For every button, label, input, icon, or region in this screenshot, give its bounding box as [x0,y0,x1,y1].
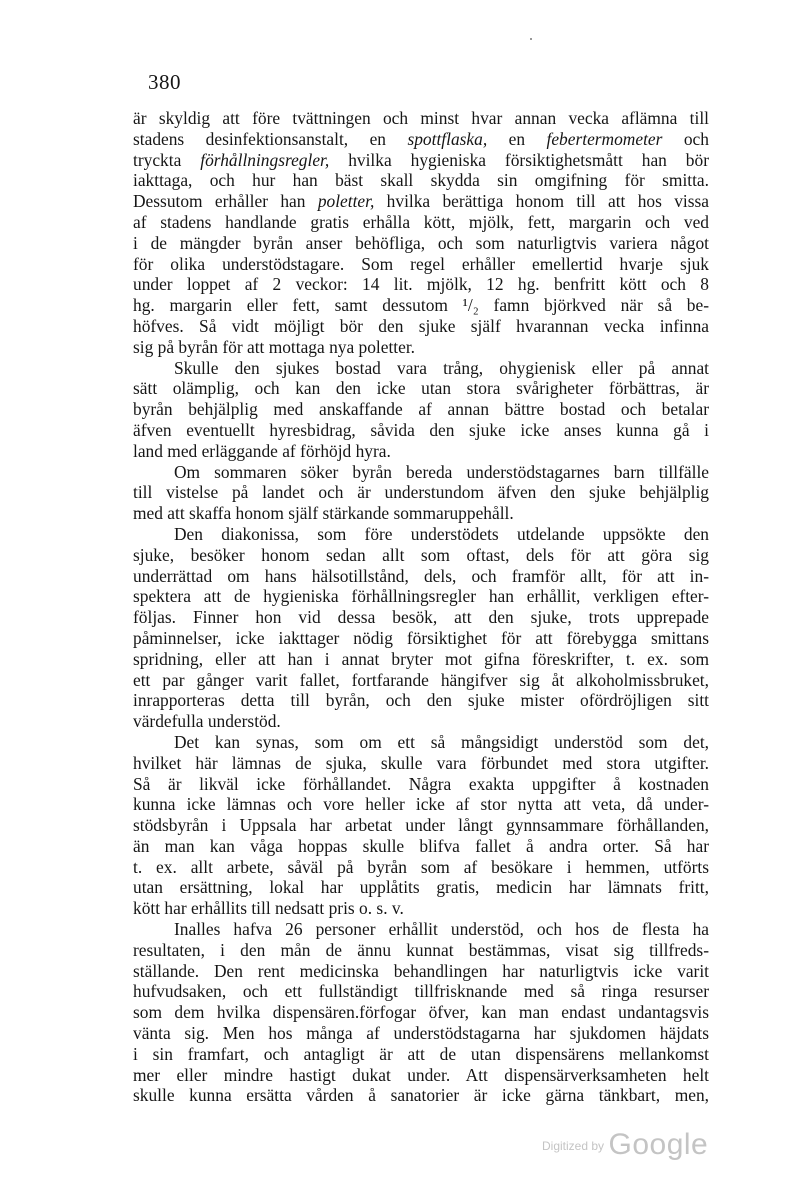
text-run: värdefulla understöd. [133,711,281,732]
text-line [133,919,709,940]
text-line [133,545,709,566]
text-run: spridning, eller att han i annat bryter mot gifna föreskrifter, t. ex. som [133,648,709,669]
text-run: i de mängder byrån anser behöfliga, och som naturligtvis variera något [133,232,709,253]
text-line [133,898,709,919]
text-run: hvilka berättiga honom till att hos vissa [374,191,709,212]
text-line [133,836,709,857]
text-line [133,877,709,898]
text-run: sätt olämplig, och kan den icke utan stora svårigheter förbättras, är [133,378,709,399]
text-line [133,399,709,420]
text-line [133,607,709,628]
text-run: vänta sig. Men hos många af understödstagarna har sjukdomen häjdats [133,1023,709,1044]
text-run: med att skaffa honom själf stärkande sommaruppehåll. [133,503,514,524]
text-run: Inalles hafva 26 personer erhållit understöd, och hos de flesta ha [174,919,709,940]
text-line [133,961,709,982]
text-run: land med erläggande af förhöjd hyra. [133,440,391,461]
text-line [133,462,709,483]
text-run: är skyldig att före tvättningen och minst hvar annan vecka aflämna till [133,108,709,128]
text-line [133,774,709,795]
body-text [133,108,709,1106]
text-run: Den diakonissa, som före understödets utdelande uppsökte den [174,523,709,544]
text-run: under loppet af 2 veckor: 14 lit. mjölk, 12 hg. benfritt kött och 8 [133,274,709,295]
text-line [133,1044,709,1065]
text-line [133,212,709,233]
text-line [133,649,709,670]
text-run: underrättad om hans hälsotillstånd, dels, och framför allt, för att in- [133,565,709,586]
text-run: ett par gånger varit fallet, fortfarande hängifver sig åt alkoholmissbruket, [133,669,709,690]
text-run: ställande. Den rent medicinska behandlingen har naturligtvis icke varit [133,960,709,981]
text-line [133,566,709,587]
text-run: Skulle den sjukes bostad vara trång, ohygienisk eller på annat [174,357,709,378]
text-run: mer eller mindre hastigt dukat under. Att dispensärverksamheten helt [133,1064,709,1085]
text-run: iakttaga, och hur han bäst skall skydda sin omgifning för smitta. [133,170,709,191]
text-run: stadens desinfektionsanstalt, en [133,128,408,149]
text-line [133,981,709,1002]
text-line [133,482,709,503]
text-line [133,420,709,441]
text-run: spektera att de hygieniska förhållningsregler han erhållit, verkligen efter- [133,586,709,607]
text-run: inrapporteras detta till byrån, och den sjuke mister ofördröjligen sitt [133,690,709,711]
text-line [133,1065,709,1086]
text-run: utan ersättning, lokal har upplåtits gratis, medicin har lämnats fritt, [133,877,709,898]
text-line [133,1002,709,1023]
text-run: skulle kunna ersätta vården å sanatorier är icke gärna tänkbart, men, [133,1085,709,1106]
text-run: byrån behjälplig med anskaffande af annan bättre bostad och betalar [133,399,709,420]
digitized-by-watermark [542,1128,708,1162]
text-run: hvilka hygieniska försiktighetsmått han bör [329,149,709,170]
watermark-prefix: Digitized by [542,1139,605,1153]
text-line [133,129,709,150]
text-run: till vistelse på landet och är understundom äfven den sjuke behjälplig [133,482,709,503]
text-run: t. ex. allt arbete, såväl på byrån som af besökare i hemmen, utförts [133,856,709,877]
scan-speck [530,38,532,40]
text-line [133,586,709,607]
text-run: sig på byrån för att mottaga nya poletter. [133,336,416,357]
text-run: en [487,128,547,149]
text-line [133,254,709,275]
text-line [133,940,709,961]
google-logo: Google [608,1128,709,1161]
text-run: påminnelser, icke iakttager nödig försiktighet för att förebygga smittans [133,627,709,648]
text-run: i sin framfart, och antagligt är att de utan dispensärens mellankomst [133,1043,709,1064]
text-line [133,690,709,711]
text-run: Dessutom erhåller han [133,191,318,212]
text-line [133,233,709,254]
text-line [133,857,709,878]
text-line [133,441,709,462]
text-line [133,108,709,129]
text-run: hvilket här lämnas de sjuka, skulle vara förbundet med stora utgifter. [133,752,709,773]
text-run: för olika understödstagare. Som regel erhåller emellertid hvarje sjuk [133,253,709,274]
text-line [133,337,709,358]
text-run: hg. margarin eller fett, samt dessutom ¹/₂ famn björkved när så be- [133,295,709,316]
text-line [133,295,709,316]
text-line [133,316,709,337]
text-run: höfves. Så vidt möjligt bör den sjuke själf hvarannan vecka infinna [133,315,709,336]
text-line [133,524,709,545]
text-line [133,794,709,815]
text-line [133,150,709,171]
text-line [133,358,709,379]
page-number: 380 [148,70,181,94]
text-run: resultaten, i den mån de ännu kunnat bestämmas, visat sig tillfreds- [133,939,709,960]
text-run: Om sommaren söker byrån bereda understödstagarnes barn tillfälle [174,461,709,482]
text-line [133,732,709,753]
text-line [133,670,709,691]
text-line [133,1023,709,1044]
text-run: följas. Finner hon vid dessa besök, att den sjuke, trots upprepade [133,607,709,628]
text-run: tryckta [133,149,201,170]
text-line [133,628,709,649]
text-run: stödsbyrån i Uppsala har arbetat under långt gynnsammare förhållanden, [133,815,709,836]
text-line [133,378,709,399]
text-line [133,274,709,295]
text-run: hufvudsaken, och ett fullständigt tillfrisknande med så ringa resurser [133,981,709,1002]
text-line [133,753,709,774]
text-run: äfven eventuellt hyresbidrag, såvida den sjuke icke anses kunna gå i [133,419,709,440]
text-run: som dem hvilka dispensären.förfogar öfver, kan man endast undantagsvis [133,1002,709,1023]
text-run: kött har erhållits till nedsatt pris o. s. v. [133,898,404,919]
italic-term: förhållningsregler, [200,149,330,170]
italic-term: poletter, [317,191,375,212]
text-line [133,1085,709,1106]
text-line [133,170,709,191]
text-run: sjuke, besöker honom sedan allt som oftast, dels för att göra sig [133,544,709,565]
italic-term: febertermometer [546,128,663,149]
text-line [133,711,709,732]
text-run: af stadens handlande gratis erhålla kött, mjölk, fett, margarin och ved [133,211,709,232]
text-run: kunna icke lämnas och vore heller icke af stor nytta att veta, då under- [133,794,709,815]
text-run: än man kan våga hoppas skulle blifva fallet å andra orter. Så har [133,835,709,856]
text-run: och [662,128,709,149]
text-line [133,815,709,836]
italic-term: spottflaska, [407,128,488,149]
text-line [133,503,709,524]
text-run: Så är likväl icke förhållandet. Några exakta uppgifter å kostnaden [133,773,709,794]
text-line [133,191,709,212]
text-run: Det kan synas, som om ett så mångsidigt understöd som det, [174,731,709,752]
